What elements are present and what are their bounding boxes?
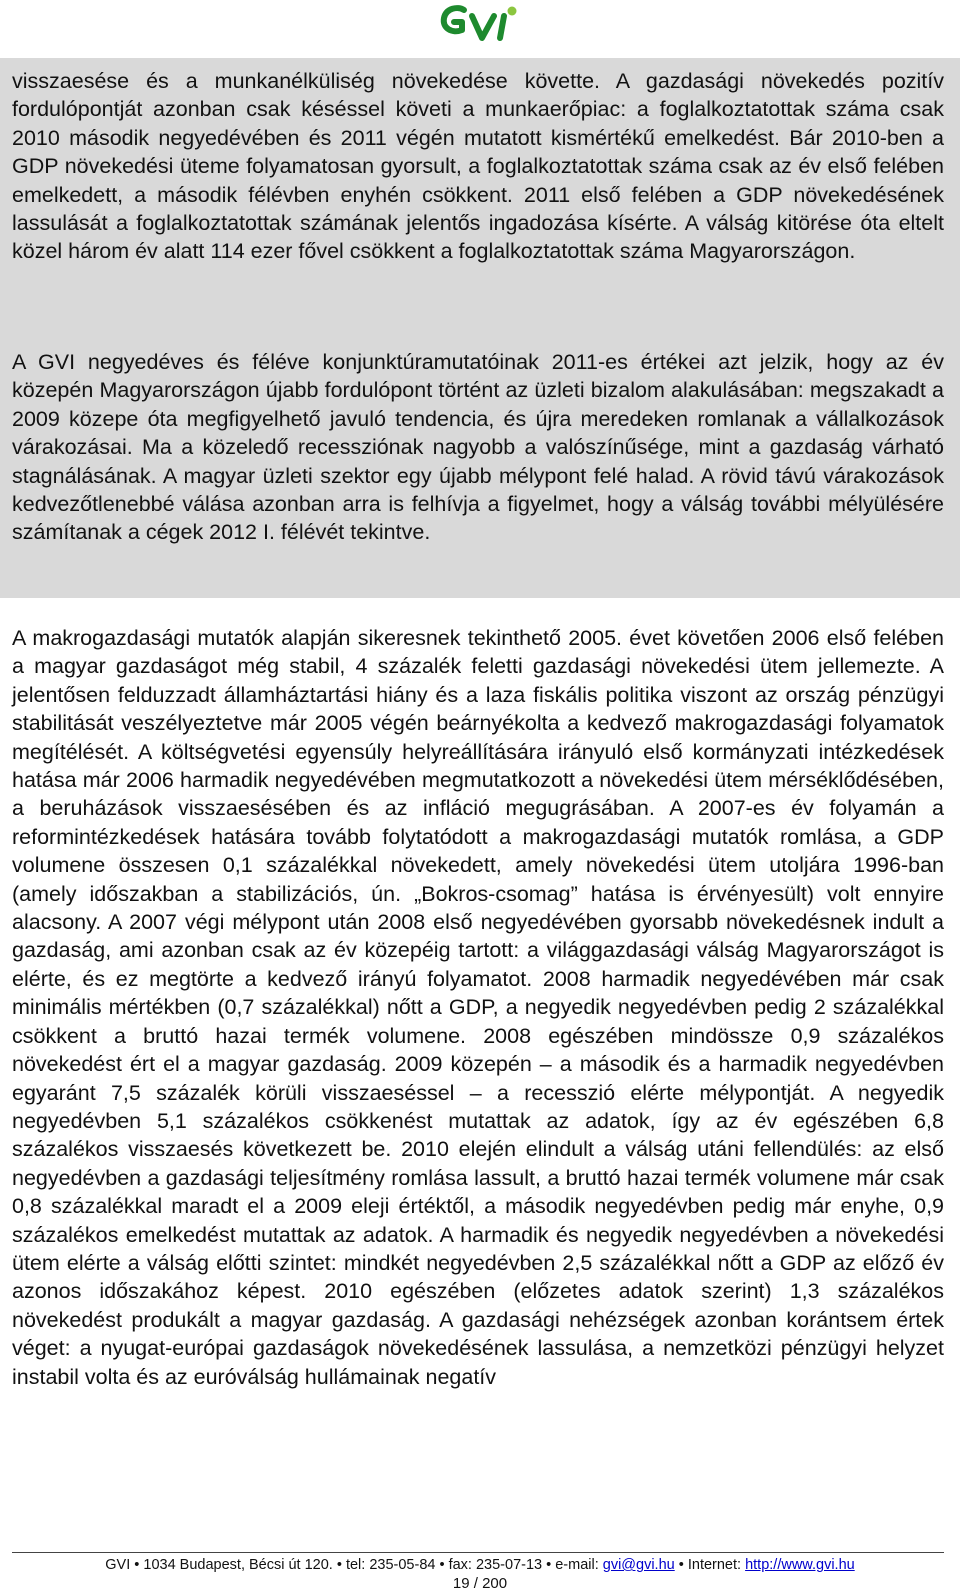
page-number: 19 / 200 [452,1575,508,1592]
footer-email-link[interactable]: gvi@gvi.hu [602,1557,675,1573]
footer-internet-label: • Internet: [674,1557,746,1573]
footer-contact [0,1556,960,1574]
footer-address: GVI • 1034 Budapest, Bécsi út 120. • tel: 235-05-84 • fax: 235-07-13 • e-mail: [105,1557,603,1573]
gvi-logo-icon [438,2,522,46]
highlight-paragraph-2: A GVI negyedéves és féléve konjunktúramutatóinak 2011-es értékei azt jelzik, hogy az év közepén Magyarországon újabb fordulópont történt az üzleti bizalom alakulásában: megszakadt a 2009 közepe óta megfigyelhető javuló tendencia, és újra meredeken romlanak a vállalkozások várakozásai. Ma a közeledő recessziónak nagyobb a valószínűsége, mint a gazdaság várható stagnálásának. A magyar üzleti szektor egy újabb mélypont felé halad. A rövid távú várakozások kedvezőtlenebbé válása azonban arra is felhívja a figyelmet, hogy a válság további mélyülésére számítanak a cégek 2012 I. félévét tekintve. [12,350,944,545]
footer-divider [12,1552,944,1553]
body-paragraph: A makrogazdasági mutatók alapján sikeresnek tekinthető 2005. évet követően 2006 első felében a magyar gazdaságot még stabil, 4 százalék feletti gazdasági növekedési ütem jellemezte. A jelentősen felduzzadt államháztartási hiány és a laza fiskális politika viszont az ország pénzügyi stabilitását veszélyeztetve már 2005 végén beárnyékolta a kedvező makrogazdasági folyamatok megítélését. A költségvetési egyensúly helyreállítására irányuló első kormányzati intézkedések hatása már 2006 harmadik negyedévében megmutatkozott a növekedési ütem mérséklődésében, a beruházások visszaesésében és az infláció megugrásában. A 2007-es év folyamán a reformintézkedések hatására tovább folytatódott a makrogazdasági mutatók romlása, a GDP volumene összesen 0,1 százalékkal növekedett, amely növekedési ütem utoljára 1996-ban (amely időszakban a stabilizációs, ún. „Bokros-csomag” hatása is érvényesült) volt ennyire alacsony. A 2007 végi mélypont után 2008 első negyedévében gyorsabb növekedésnek indult a gazdaság, ami azonban csak az év közepéig tartott: a világgazdasági válság Magyarországot is elérte, és ez megtörte a kedvező irányú folyamatot. 2008 harmadik negyedévében már csak minimális mértékben (0,7 százalékkal) nőtt a GDP, a negyedik negyedévben pedig 2 százalékkal csökkent a bruttó hazai termék volumene. 2008 egészében mindössze 0,9 százalékos növekedést ért el a magyar gazdaság. 2009 közepén – a második és a harmadik negyedévben egyaránt 7,5 százalék körüli visszaeséssel – a recesszió elérte mélypontját. A negyedik negyedévben 5,1 százalékos csökkenést mutattak az adatok, így az év egészében 6,8 százalékos visszaesés következett be. 2010 elején elindult a válság utáni fellendülés: az első negyedévben a gazdasági teljesítmény romlása lassult, a bruttó hazai termék volumene már csak 0,8 százalékkal maradt el a 2009 eleji értéktől, a második negyedévben pedig már enyhe, 0,9 százalékos emelkedést mutattak az adatok. A harmadik és negyedik negyedévben a növekedési ütem elérte a válság előtti szintet: mindkét negyedévben 2,5 százalékkal nőtt a GDP az előző év azonos időszakához képest. 2010 egészében (előzetes adatok szerint) 1,3 százalékos növekedést produkált a magyar gazdaság. A gazdasági nehézségek azonban korántsem értek véget: a nyugat-európai gazdaságok növekedésének lassulása, a nemzetközi pénzügyi helyzet instabil volta és az euróválság hullámainak negatív [12,626,944,1389]
footer-website-link[interactable]: http://www.gvi.hu [745,1557,855,1573]
highlight-paragraph-1: visszaesése és a munkanélküliség növekedése követte. A gazdasági növekedés pozitív fordulópontját azonban csak késéssel követi a munkaerőpiac: a foglalkoztatottak száma csak 2010 második negyedévében és 2011 végén mutatott kismértékű emelkedést. Bár 2010-ben a GDP növekedési üteme folyamatosan gyorsult, a foglalkoztatottak száma csak az év első felében emelkedett, a második félévben enyhén csökkent. 2011 első felében a GDP növekedésének lassulását a foglalkoztatottak számának jelentős ingadozása kísérte. A válság kitörése óta eltelt közel három év alatt 114 ezer fővel csökkent a foglalkoztatottak száma Magyarországon. [12,69,944,264]
gvi-logo [438,2,522,46]
